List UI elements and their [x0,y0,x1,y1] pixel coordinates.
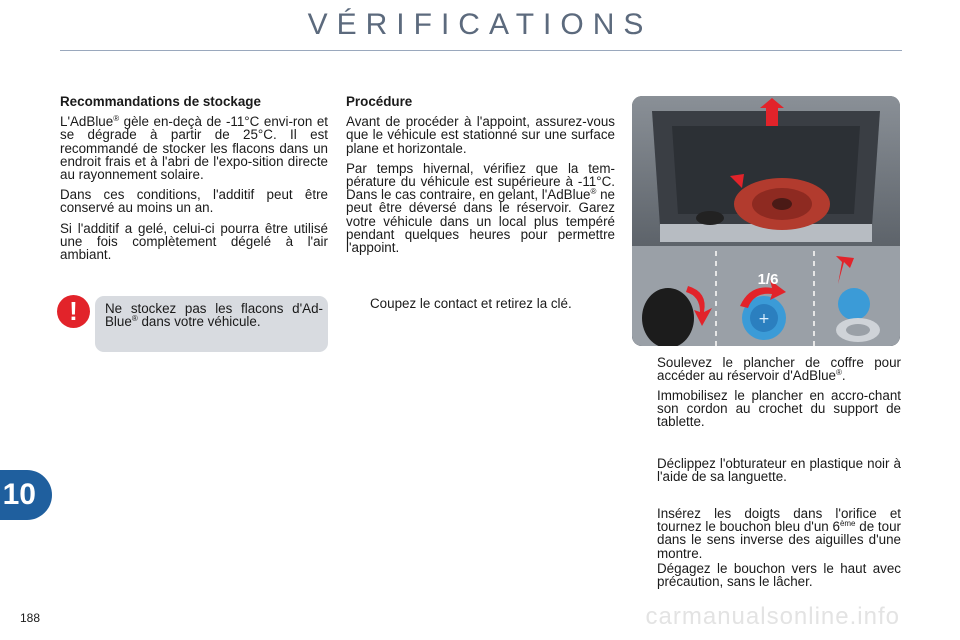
page-number: 188 [20,611,41,625]
step-1-text: Coupez le contact et retirez la clé. [370,296,572,311]
procedure-paragraph-1: Avant de procéder à l'appoint, assurez-vous que le véhicule est stationné sur une surface plane et horizontale. [346,114,615,156]
svg-text:+: + [758,311,770,327]
procedure-section [346,95,615,261]
storage-paragraph-1: L'AdBlue® gèle en-deçà de -11°C envi-ron et se dégrade à partir de 25°C. Il est recommandé de stocker les flacons dans un endroit frais et à l'abri de l'expo-sition directe au rayonnement solaire. [60,114,328,183]
warning-text: Ne stockez pas les flacons d'Ad-Blue® dans votre véhicule. [105,301,323,330]
procedure-heading: Procédure [346,94,413,109]
rotation-label: 1/6 [757,271,779,288]
chapter-tab: 10 [0,470,52,520]
warning-icon: ! [57,295,90,328]
storage-section [60,95,328,268]
storage-paragraph-2: Dans ces conditions, l'additif peut être conservé au moins un an. [60,187,328,216]
storage-heading: Recommandations de stockage [60,94,261,109]
watermark: carmanualsonline.info [645,603,900,630]
trunk-photo [632,96,900,346]
trunk-illustration [632,96,900,346]
page-title: VÉRIFICATIONS [307,8,653,41]
step-5-text: Dégagez le bouchon vers le haut avec précaution, sans le lâcher. [657,561,901,590]
step-4-text: Insérez les doigts dans l'orifice et tournez le bouchon bleu d'un 6ème de tour dans le sens inverse des aiguilles d'une montre. [657,506,901,561]
step-2-text: Soulevez le plancher de coffre pour accéder au réservoir d'AdBlue®. [657,355,901,384]
procedure-paragraph-2: Par temps hivernal, vérifiez que la tem-pérature du véhicule est supérieure à -11°C. Dans le cas contraire, en gelant, l'AdBlue® ne peut être déversé dans le réservoir. Garez votre véhicule dans un local plus tempéré pendant quelques heures pour permettre l'appoint. [346,160,616,256]
step-3-text: Déclippez l'obturateur en plastique noir à l'aide de sa languette. [657,456,901,485]
title-divider [60,50,902,51]
registered-mark: ® [113,114,120,124]
storage-paragraph-3: Si l'additif a gelé, celui-ci pourra être utilisé une fois complètement dégelé à l'air ambiant. [60,220,328,263]
warning-box [95,296,328,352]
